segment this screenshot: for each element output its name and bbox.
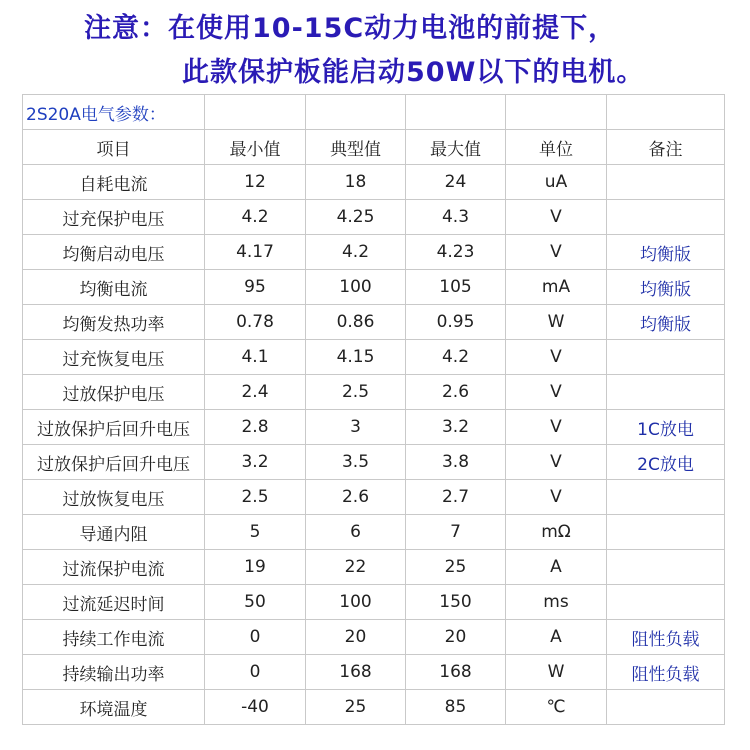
cell-item: 持续工作电流 (23, 620, 205, 655)
cell-remark (607, 340, 725, 375)
table-row (23, 410, 725, 445)
table-title: 2S20A电气参数： (23, 95, 205, 130)
cell-unit: V (506, 445, 607, 480)
cell-item: 均衡发热功率 (23, 305, 205, 340)
cell-typical: 22 (306, 550, 406, 585)
table-row (23, 445, 725, 480)
cell-min: -40 (205, 690, 306, 725)
table-row (23, 655, 725, 690)
cell-typical: 4.2 (306, 235, 406, 270)
cell-unit: W (506, 655, 607, 690)
notice-line-2: 此款保护板能启动50W以下的电机。 (182, 57, 645, 88)
cell-min: 2.8 (205, 410, 306, 445)
cell-item: 环境温度 (23, 690, 205, 725)
cell-unit: V (506, 340, 607, 375)
table-row (23, 305, 725, 340)
table-cell (506, 95, 607, 130)
cell-min: 0 (205, 620, 306, 655)
cell-max: 4.3 (406, 200, 506, 235)
cell-remark (607, 375, 725, 410)
cell-min: 0.78 (205, 305, 306, 340)
cell-typical: 4.15 (306, 340, 406, 375)
cell-item: 过流延迟时间 (23, 585, 205, 620)
cell-remark (607, 585, 725, 620)
cell-item: 过流保护电流 (23, 550, 205, 585)
cell-max: 3.8 (406, 445, 506, 480)
cell-unit: A (506, 550, 607, 585)
cell-typical: 100 (306, 585, 406, 620)
cell-unit: uA (506, 165, 607, 200)
cell-unit: V (506, 235, 607, 270)
cell-remark: 均衡版 (607, 305, 725, 340)
table-row (23, 585, 725, 620)
cell-typical: 6 (306, 515, 406, 550)
table-cell (406, 95, 506, 130)
header-item: 项目 (23, 130, 205, 165)
cell-remark: 均衡版 (607, 270, 725, 305)
cell-item: 过充恢复电压 (23, 340, 205, 375)
cell-remark (607, 165, 725, 200)
cell-item: 持续输出功率 (23, 655, 205, 690)
header-unit: 单位 (506, 130, 607, 165)
table-row (23, 340, 725, 375)
cell-unit: V (506, 200, 607, 235)
cell-typical: 18 (306, 165, 406, 200)
cell-remark: 2C放电 (607, 445, 725, 480)
table-row (23, 200, 725, 235)
cell-item: 均衡启动电压 (23, 235, 205, 270)
cell-max: 4.2 (406, 340, 506, 375)
cell-remark: 1C放电 (607, 410, 725, 445)
cell-max: 24 (406, 165, 506, 200)
table-row (23, 550, 725, 585)
notice-line-1: 注意：在使用10-15C动力电池的前提下， (84, 13, 617, 44)
cell-min: 2.4 (205, 375, 306, 410)
cell-min: 3.2 (205, 445, 306, 480)
cell-min: 12 (205, 165, 306, 200)
cell-max: 25 (406, 550, 506, 585)
cell-min: 5 (205, 515, 306, 550)
cell-unit: V (506, 410, 607, 445)
header-typical: 典型值 (306, 130, 406, 165)
cell-unit: ms (506, 585, 607, 620)
cell-min: 2.5 (205, 480, 306, 515)
cell-remark: 均衡版 (607, 235, 725, 270)
table-row (23, 375, 725, 410)
cell-typical: 4.25 (306, 200, 406, 235)
cell-item: 均衡电流 (23, 270, 205, 305)
cell-item: 导通内阻 (23, 515, 205, 550)
cell-remark: 阻性负载 (607, 655, 725, 690)
cell-max: 2.7 (406, 480, 506, 515)
table-cell (205, 95, 306, 130)
cell-max: 7 (406, 515, 506, 550)
cell-unit: V (506, 480, 607, 515)
table-row (23, 690, 725, 725)
cell-max: 150 (406, 585, 506, 620)
table-cell (607, 95, 725, 130)
cell-max: 20 (406, 620, 506, 655)
cell-remark (607, 690, 725, 725)
cell-typical: 20 (306, 620, 406, 655)
cell-max: 105 (406, 270, 506, 305)
cell-item: 过充保护电压 (23, 200, 205, 235)
cell-unit: V (506, 375, 607, 410)
cell-min: 4.2 (205, 200, 306, 235)
cell-max: 4.23 (406, 235, 506, 270)
cell-max: 85 (406, 690, 506, 725)
table-row (23, 480, 725, 515)
cell-typical: 25 (306, 690, 406, 725)
cell-item: 过放恢复电压 (23, 480, 205, 515)
cell-max: 3.2 (406, 410, 506, 445)
table-row (23, 165, 725, 200)
cell-unit: mA (506, 270, 607, 305)
cell-min: 50 (205, 585, 306, 620)
cell-remark (607, 515, 725, 550)
cell-remark: 阻性负载 (607, 620, 725, 655)
cell-typical: 100 (306, 270, 406, 305)
cell-remark (607, 480, 725, 515)
cell-typical: 2.6 (306, 480, 406, 515)
table-title-row (23, 95, 725, 130)
cell-remark (607, 550, 725, 585)
cell-typical: 168 (306, 655, 406, 690)
table-header-row (23, 130, 725, 165)
table-cell (306, 95, 406, 130)
table-row (23, 620, 725, 655)
parameter-table (22, 94, 725, 725)
cell-item: 过放保护后回升电压 (23, 410, 205, 445)
cell-max: 0.95 (406, 305, 506, 340)
cell-max: 2.6 (406, 375, 506, 410)
cell-min: 95 (205, 270, 306, 305)
cell-unit: mΩ (506, 515, 607, 550)
cell-remark (607, 200, 725, 235)
cell-unit: W (506, 305, 607, 340)
table-row (23, 270, 725, 305)
cell-max: 168 (406, 655, 506, 690)
cell-min: 4.1 (205, 340, 306, 375)
cell-typical: 3.5 (306, 445, 406, 480)
header-remark: 备注 (607, 130, 725, 165)
cell-typical: 3 (306, 410, 406, 445)
cell-typical: 0.86 (306, 305, 406, 340)
cell-unit: A (506, 620, 607, 655)
cell-min: 0 (205, 655, 306, 690)
cell-item: 自耗电流 (23, 165, 205, 200)
cell-min: 19 (205, 550, 306, 585)
cell-item: 过放保护后回升电压 (23, 445, 205, 480)
cell-item: 过放保护电压 (23, 375, 205, 410)
cell-min: 4.17 (205, 235, 306, 270)
table-row (23, 235, 725, 270)
notice-banner (0, 0, 750, 92)
header-max: 最大值 (406, 130, 506, 165)
cell-unit: ℃ (506, 690, 607, 725)
header-min: 最小值 (205, 130, 306, 165)
cell-typical: 2.5 (306, 375, 406, 410)
table-row (23, 515, 725, 550)
